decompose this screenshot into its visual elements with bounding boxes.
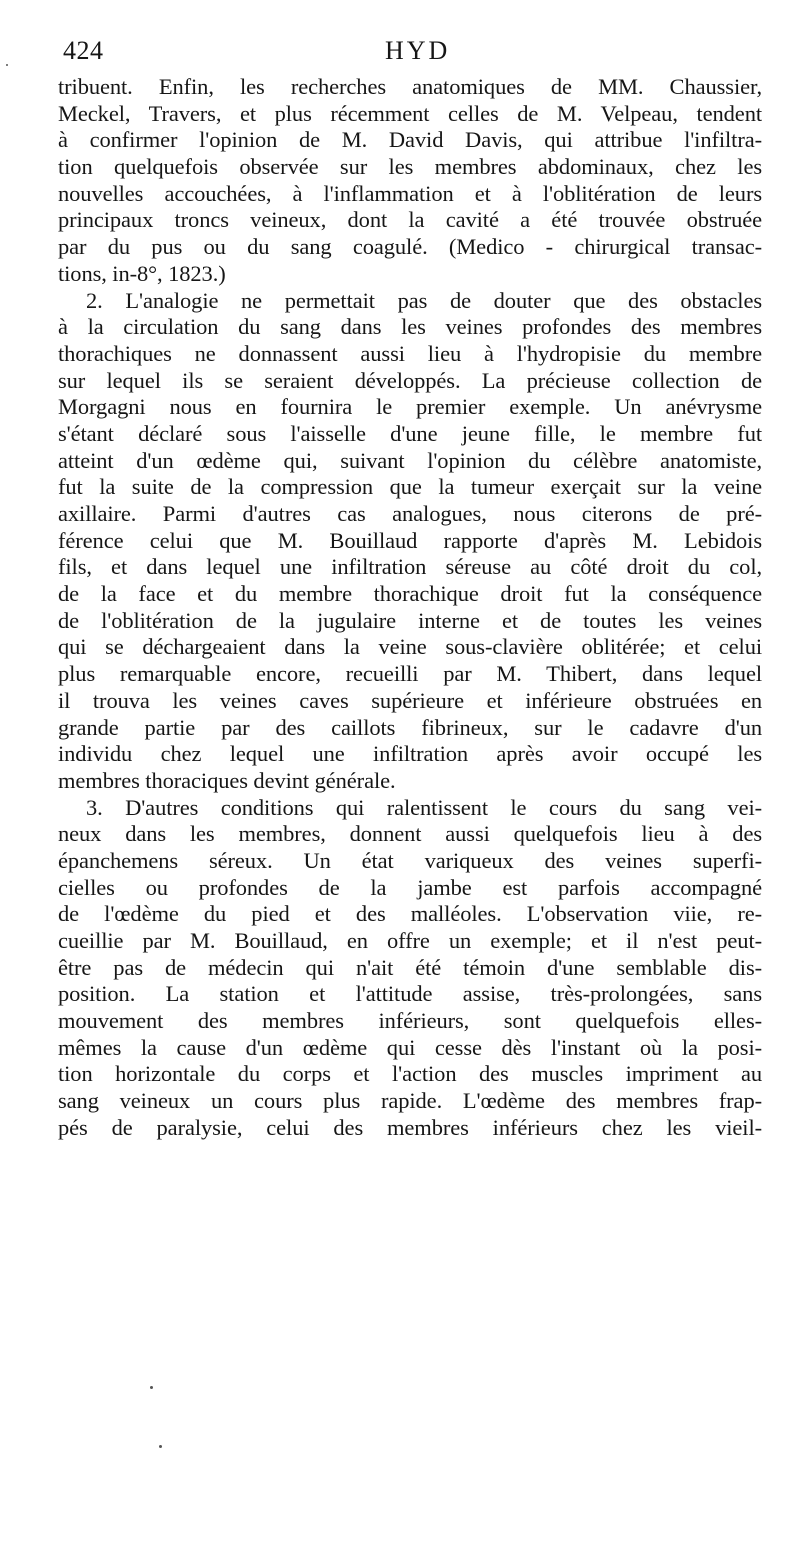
text-line: mêmes la cause d'un œdème qui cesse dès l'instant où la posi- [58, 1034, 762, 1060]
text-line: tribuent. Enfin, les recherches anatomiques de MM. Chaussier, [58, 74, 762, 99]
text-line: épanchemens séreux. Un état variqueux des veines superfi- [58, 847, 762, 873]
text-line: de l'oblitération de la jugulaire interne et de toutes les veines [58, 607, 762, 633]
text-line: membres thoraciques devint générale. [58, 767, 396, 793]
text-line: cielles ou profondes de la jambe est parfois accompagné [58, 874, 762, 900]
text-line: axillaire. Parmi d'autres cas analogues, nous citerons de pré- [58, 501, 762, 526]
page-header [63, 36, 763, 76]
text-line: mouvement des membres inférieurs, sont quelquefois elles- [58, 1008, 762, 1034]
text-line: à la circulation du sang dans les veines profondes des membres [58, 314, 762, 340]
scan-speck [150, 1386, 153, 1389]
text-line: à confirmer l'opinion de M. David Davis, qui attribue l'infiltra- [58, 127, 762, 153]
text-line: tion quelquefois observée sur les membres abdominaux, chez les [58, 154, 762, 180]
text-line: atteint d'un œdème qui, suivant l'opinion du célèbre anatomiste, [58, 447, 762, 473]
text-line: Meckel, Travers, et plus récemment celles de M. Velpeau, tendent [58, 100, 762, 126]
text-line: sang veineux un cours plus rapide. L'œdème des membres frap- [58, 1088, 762, 1114]
text-line: s'étant déclaré sous l'aisselle d'une jeune fille, le membre fut [58, 420, 762, 446]
scan-speck [159, 1445, 162, 1448]
text-line: férence celui que M. Bouillaud rapporte d'après M. Lebidois [58, 527, 762, 553]
text-line: fils, et dans lequel une infiltration séreuse au côté droit du col, [58, 554, 762, 580]
text-line: individu chez lequel une infiltration après avoir occupé les [58, 741, 762, 767]
text-line: être pas de médecin qui n'ait été témoin d'une semblable dis- [58, 954, 762, 980]
body-text [58, 74, 762, 1142]
scan-speck [6, 64, 8, 66]
text-line: Morgagni nous en fournira le premier exemple. Un anévrysme [58, 394, 762, 420]
text-line: thorachiques ne donnassent aussi lieu à l'hydropisie du membre [58, 340, 762, 366]
text-line: cueillie par M. Bouillaud, en offre un exemple; et il n'est peut- [58, 928, 762, 953]
text-line: pés de paralysie, celui des membres inférieurs chez les vieil- [58, 1114, 762, 1140]
text-line: tion horizontale du corps et l'action des muscles impriment au [58, 1061, 762, 1087]
text-line: plus remarquable encore, recueilli par M. Thibert, dans lequel [58, 661, 762, 687]
text-line: sur lequel ils se seraient développés. La précieuse collection de [58, 367, 762, 393]
running-head: HYD [385, 36, 451, 65]
text-line: tions, in-8°, 1823.) [58, 260, 226, 286]
text-line: nouvelles accouchées, à l'inflammation et à l'oblitération de leurs [58, 180, 762, 206]
text-line: principaux troncs veineux, dont la cavité a été trouvée obstruée [58, 207, 762, 233]
paragraph-2-start: 2. L'analogie ne permettait pas de douter que des obstacles [86, 287, 762, 313]
text-line: fut la suite de la compression que la tumeur exerçait sur la veine [58, 474, 762, 500]
text-line: neux dans les membres, donnent aussi quelquefois lieu à des [58, 821, 762, 847]
text-line: position. La station et l'attitude assise, très-prolongées, sans [58, 981, 762, 1007]
text-line: de la face et du membre thorachique droit fut la conséquence [58, 581, 762, 607]
text-line: il trouva les veines caves supérieure et inférieure obstruées en [58, 687, 762, 713]
text-line: grande partie par des caillots fibrineux, sur le cadavre d'un [58, 714, 762, 740]
text-line: de l'œdème du pied et des malléoles. L'observation viie, re- [58, 901, 762, 927]
paragraph-3-start: 3. D'autres conditions qui ralentissent le cours du sang vei- [86, 794, 762, 820]
text-line: par du pus ou du sang coagulé. (Medico - chirurgical transac- [58, 234, 762, 260]
page-number: 424 [63, 36, 104, 65]
text-line: qui se déchargeaient dans la veine sous-clavière oblitérée; et celui [58, 634, 762, 660]
